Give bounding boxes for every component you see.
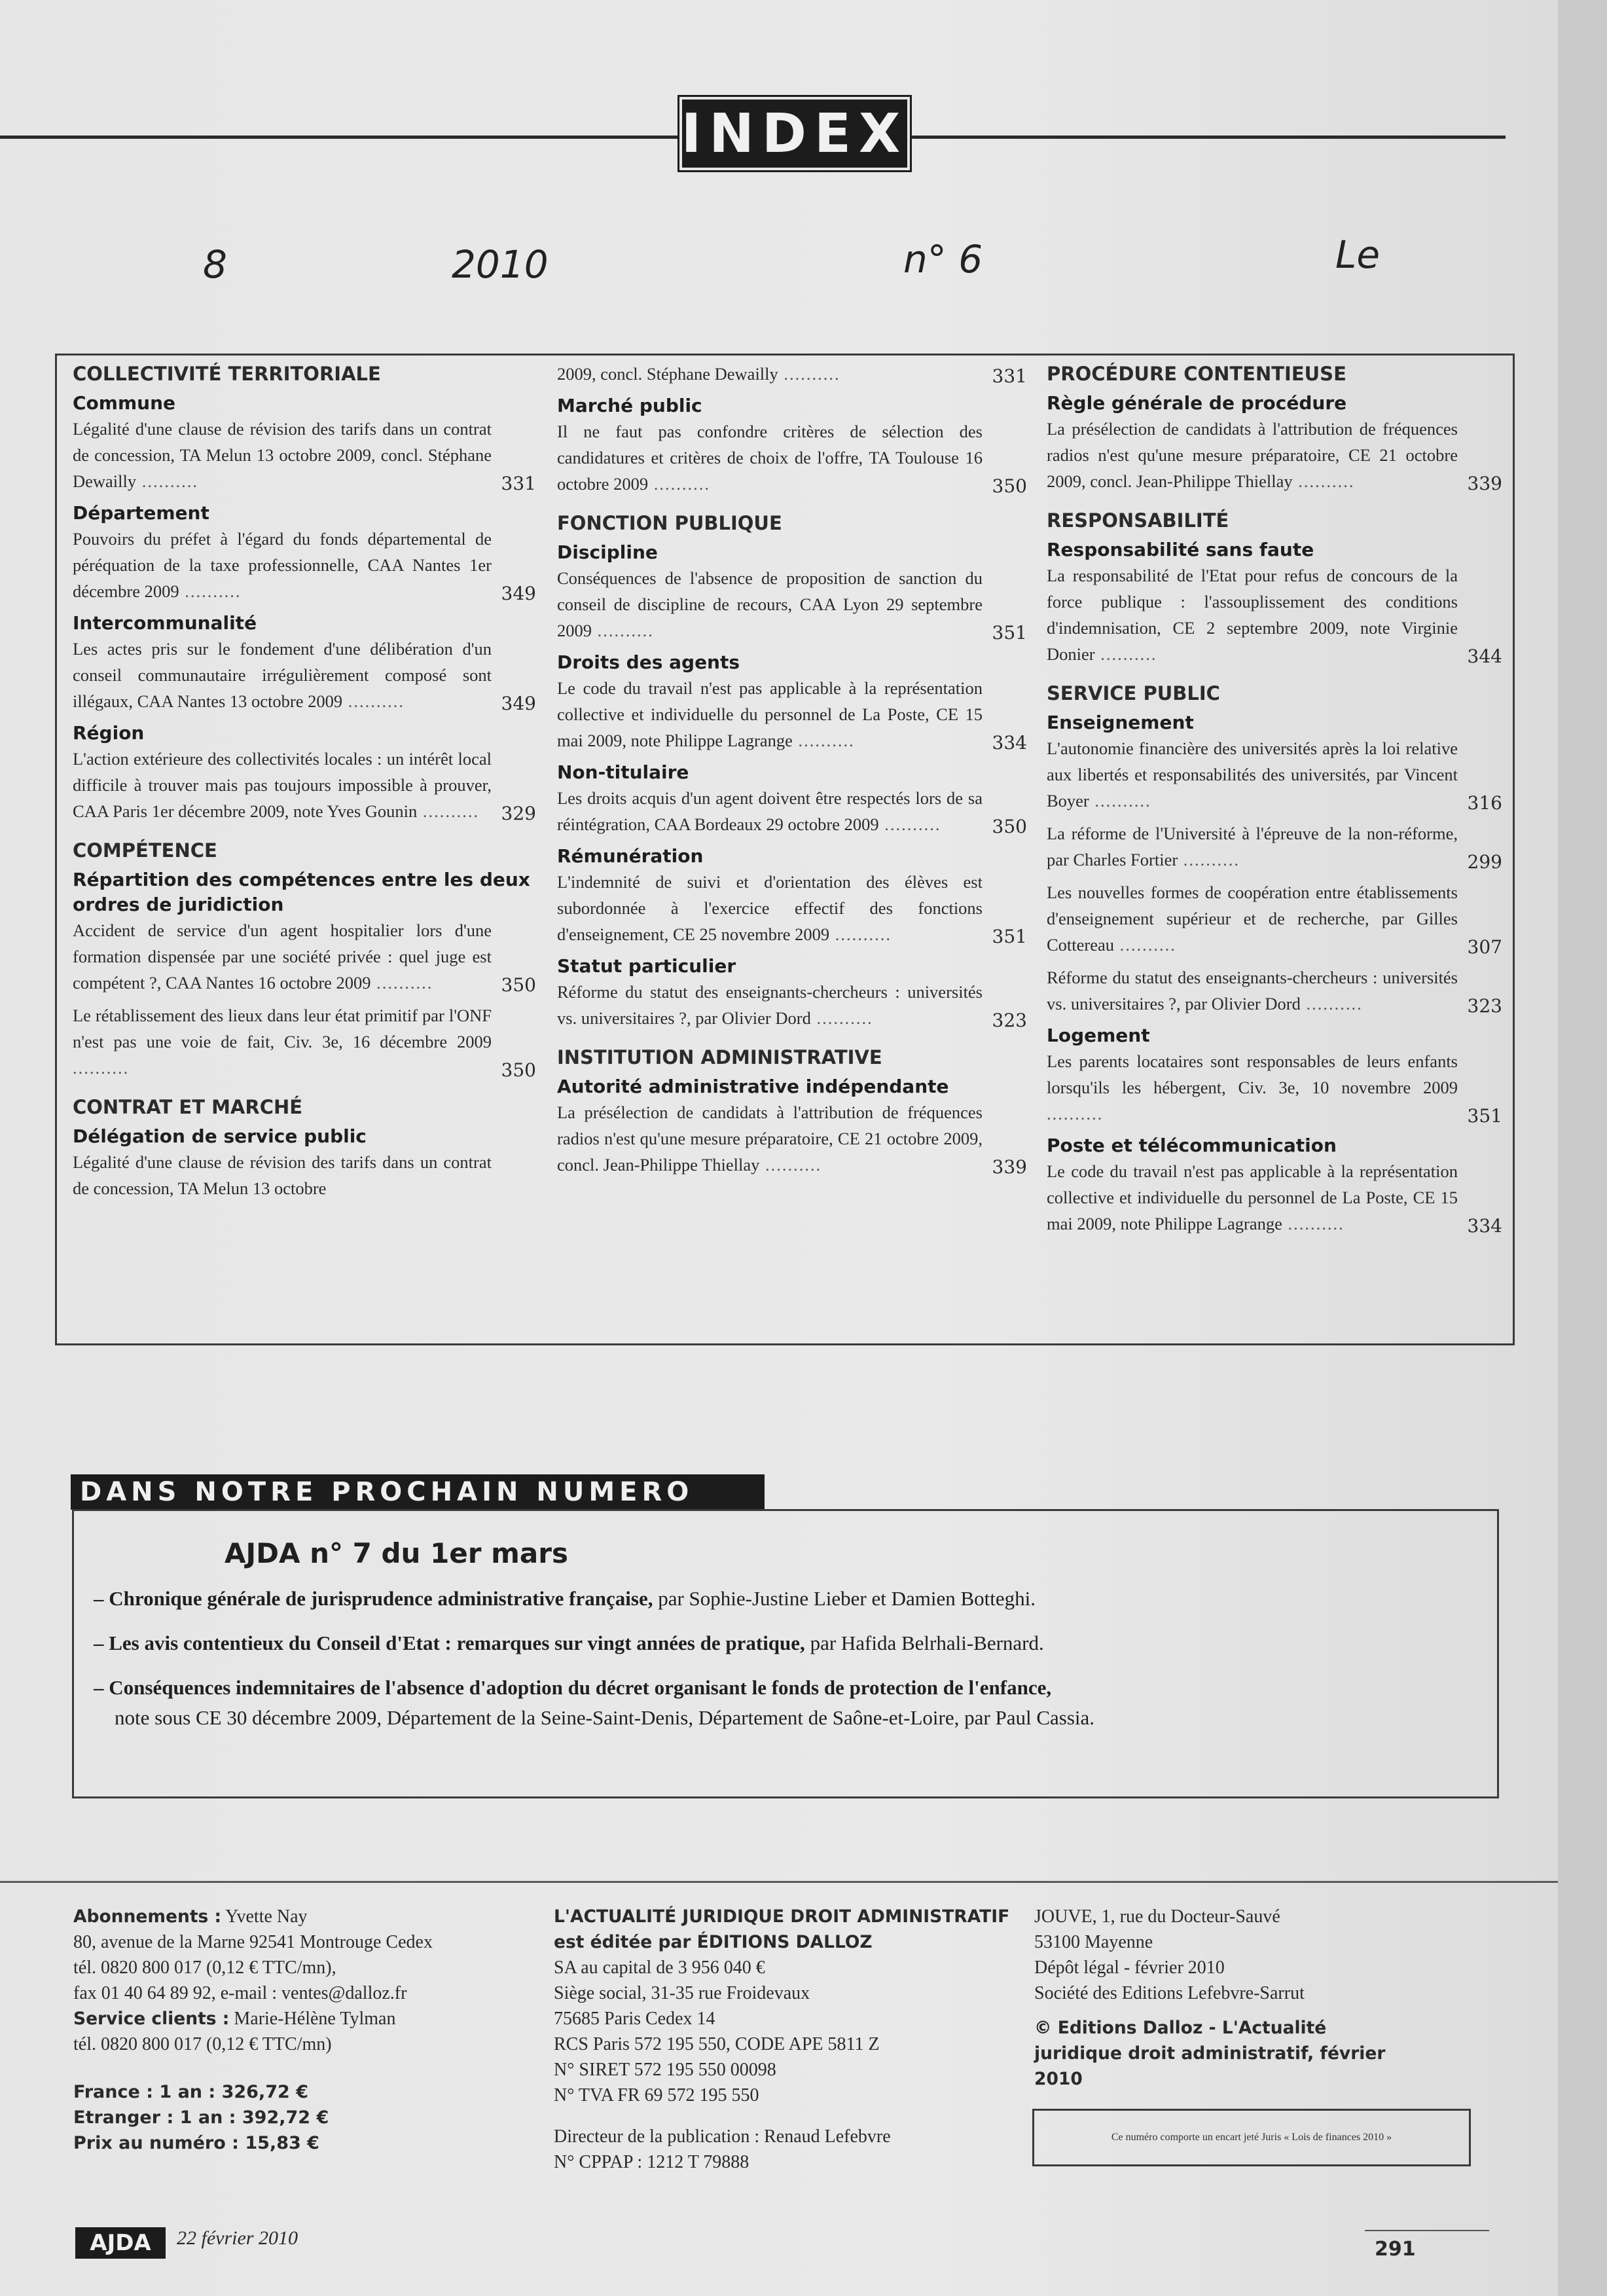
index-entry-page: 323	[1467, 995, 1502, 1017]
index-subcategory: Région	[73, 722, 145, 744]
index-entry	[73, 416, 539, 494]
handwritten-note-2: 2010	[452, 242, 549, 287]
leader-dots: ..........	[136, 471, 199, 491]
index-entry-text: Accident de service d'un agent hospitalier lors d'une formation dispensée par une société privée : quel juge est compétent ?, CAA Nantes 16 octobre 2009	[73, 920, 492, 993]
footer-rule	[0, 1881, 1558, 1883]
next-issue-box	[72, 1509, 1499, 1798]
leader-dots: ..........	[1114, 935, 1176, 955]
index-entry-text: Les nouvelles formes de coopération entre établissements d'enseignement supérieur et de recherche, par Gilles Cottereau	[1047, 883, 1458, 955]
index-entry-text: La présélection de candidats à l'attribution de fréquences radios n'est qu'une mesure préparatoire, CE 21 octobre 2009, concl. Jean-Philippe Thiellay	[1047, 419, 1458, 491]
index-entry-text: La réforme de l'Université à l'épreuve de la non-réforme, par Charles Fortier	[1047, 824, 1458, 869]
leader-dots: ..........	[1089, 791, 1151, 811]
leader-dots: ..........	[829, 924, 892, 944]
index-entry-text: Conséquences de l'absence de proposition de sanction du conseil de discipline de recours, CAA Lyon 29 septembre 2009	[557, 568, 983, 640]
index-subcategory: Délégation de service public	[73, 1125, 367, 1147]
index-category: COLLECTIVITÉ TERRITORIALE	[73, 363, 381, 385]
index-entry-page: 334	[1467, 1215, 1502, 1237]
handwritten-note-4: Le	[1335, 232, 1380, 277]
leader-dots: ..........	[1300, 994, 1363, 1013]
leader-dots: ..........	[778, 364, 840, 384]
index-entry	[1047, 1048, 1505, 1127]
leader-dots: ..........	[1178, 850, 1240, 869]
index-entry-page: 339	[992, 1156, 1027, 1178]
next-issue-item: – Conséquences indemnitaires de l'absence d'adoption du décret organisant le fonds de protection de l'enfance, note sous CE 30 décembre 2009, Département de la Seine-Saint-Denis, Département de Saône-et-Loire, par Paul Cassia.	[94, 1676, 1095, 1729]
index-entry	[557, 675, 1030, 754]
index-subcategory: Logement	[1047, 1025, 1150, 1046]
index-entry-text: Les actes pris sur le fondement d'une délibération d'un conseil communautaire irrégulièrement composé sont illégaux, CAA Nantes 13 octobre 2009	[73, 639, 492, 711]
index-entry-text: Réforme du statut des enseignants-chercheurs : universités vs. universitaires ?, par Olivier Dord	[1047, 968, 1458, 1013]
leader-dots: ..........	[759, 1155, 822, 1175]
index-column-2	[557, 361, 1030, 1184]
index-category: PROCÉDURE CONTENTIEUSE	[1047, 363, 1346, 385]
index-entry	[1047, 1158, 1505, 1237]
index-category: COMPÉTENCE	[73, 839, 217, 862]
leader-dots: ..........	[417, 801, 480, 821]
leader-dots: ..........	[179, 581, 242, 601]
leader-dots: ..........	[370, 973, 433, 993]
index-entry-page: 339	[1467, 473, 1502, 494]
index-entry-page: 329	[501, 803, 536, 824]
index-entry-page: 344	[1467, 646, 1502, 667]
index-entry-text: La présélection de candidats à l'attribution de fréquences radios n'est qu'une mesure préparatoire, CE 21 octobre 2009, concl. Jean-Philippe Thiellay	[557, 1102, 983, 1175]
index-entry-text: Le code du travail n'est pas applicable à la représentation collective et individuelle du personnel de La Poste, CE 15 mai 2009, note Philippe Lagrange	[1047, 1161, 1458, 1233]
handwritten-note-3: n° 6	[903, 237, 983, 282]
index-entry	[557, 869, 1030, 947]
ajda-logo: AJDA	[75, 2227, 166, 2259]
index-entry	[73, 526, 539, 604]
index-entry	[557, 785, 1030, 837]
next-issue-item: – Chronique générale de jurisprudence administrative française, par Sophie-Justine Lieber et Damien Botteghi.	[94, 1587, 1036, 1610]
index-subcategory: Intercommunalité	[73, 612, 257, 634]
index-category: FONCTION PUBLIQUE	[557, 512, 782, 534]
handwritten-note-1: 8	[203, 242, 227, 287]
index-subcategory: Enseignement	[1047, 712, 1194, 733]
index-entry-page: 316	[1467, 792, 1502, 814]
footer-subscriptions: Abonnements : Yvette Nay 80, avenue de la Marne 92541 Montrouge Cedex tél. 0820 800 017 (0,12 € TTC/mn), fax 01 40 64 89 92, e-mail : ventes@dalloz.fr Service clients : Marie-Hélène Tylman tél. 0820 800 017 (0,12 € TTC/mn) France : 1 an : 326,72 € Etranger : 1 an : 392,72 € Prix au numéro : 15,83 €	[73, 1904, 545, 2156]
next-issue-title: AJDA n° 7 du 1er mars	[225, 1537, 568, 1569]
leader-dots: ..........	[810, 1008, 873, 1028]
index-entry-text: L'autonomie financière des universités après la loi relative aux libertés et responsabilités des universités, par Vincent Boyer	[1047, 738, 1458, 811]
leader-dots: ..........	[878, 814, 941, 834]
index-entry-page: 334	[992, 732, 1027, 754]
index-entry	[73, 636, 539, 714]
leader-dots: ..........	[342, 691, 405, 711]
index-entry	[557, 361, 1030, 387]
index-entry	[1047, 416, 1505, 494]
index-subcategory: Droits des agents	[557, 651, 740, 673]
leader-dots: ..........	[73, 1058, 130, 1078]
index-entry-page: 351	[992, 622, 1027, 644]
index-entry	[557, 979, 1030, 1031]
leader-dots: ..........	[592, 621, 654, 640]
leader-dots: ..........	[1282, 1214, 1345, 1233]
index-subcategory: Commune	[73, 392, 175, 414]
index-column-3	[1047, 361, 1505, 1243]
index-entry	[73, 746, 539, 824]
index-entry-page: 323	[992, 1010, 1027, 1031]
index-entry	[1047, 879, 1505, 958]
index-subcategory: Responsabilité sans faute	[1047, 539, 1314, 560]
page-number-rule	[1365, 2230, 1489, 2231]
index-entry-text: L'indemnité de suivi et d'orientation des élèves est subordonnée à l'exercice effectif des fonctions d'enseignement, CE 25 novembre 2009	[557, 872, 983, 944]
index-subcategory: Non-titulaire	[557, 761, 689, 783]
footer-publisher: L'ACTUALITÉ JURIDIQUE DROIT ADMINISTRATIF est éditée par ÉDITIONS DALLOZ SA au capital de 3 956 040 € Siège social, 31-35 rue Froidevaux 75685 Paris Cedex 14 RCS Paris 572 195 550, CODE APE 5811 Z N° SIRET 572 195 550 00098 N° TVA FR 69 572 195 550 Directeur de la publication : Renaud Lefebvre N° CPPAP : 1212 T 79888	[554, 1906, 1010, 2172]
insert-note: Ce numéro comporte un encart jeté Juris « Lois de finances 2010 »	[1032, 2109, 1471, 2166]
index-entry	[73, 917, 539, 996]
next-issue-label: DANS NOTRE PROCHAIN NUMERO	[71, 1474, 765, 1510]
index-category: RESPONSABILITÉ	[1047, 509, 1229, 532]
index-entry-text: Pouvoirs du préfet à l'égard du fonds départemental de péréquation de la taxe professionnelle, CAA Nantes 1er décembre 2009	[73, 529, 492, 601]
index-entry	[1047, 735, 1505, 814]
index-subcategory: Rémunération	[557, 845, 704, 867]
index-entry-page: 351	[1467, 1105, 1502, 1127]
index-entry-text: Réforme du statut des enseignants-chercheurs : universités vs. universitaires ?, par Olivier Dord	[557, 982, 983, 1028]
index-subcategory: Statut particulier	[557, 955, 736, 977]
index-entry	[557, 565, 1030, 644]
index-entry-page: 331	[501, 473, 536, 494]
index-column-1	[73, 361, 539, 1208]
page-number: 291	[1375, 2238, 1416, 2261]
index-entry	[1047, 562, 1505, 667]
index-entry-page: 351	[992, 926, 1027, 947]
index-category: INSTITUTION ADMINISTRATIVE	[557, 1046, 882, 1068]
index-title: INDEX	[679, 97, 910, 170]
index-subcategory: Discipline	[557, 541, 658, 563]
index-entry-text: Il ne faut pas confondre critères de sélection des candidatures et critères de choix de l'offre, TA Toulouse 16 octobre 2009	[557, 422, 983, 494]
footer-printer: JOUVE, 1, rue du Docteur-Sauvé 53100 Mayenne Dépôt légal - février 2010 Société des Editions Lefebvre-Sarrut © Editions Dalloz - L'Actualité juridique droit administratif, février 2010	[1034, 1904, 1506, 2092]
index-entry-text: L'action extérieure des collectivités locales : un intérêt local difficile à trouver mais pas toujours impossible à prouver, CAA Paris 1er décembre 2009, note Yves Gounin	[73, 749, 492, 821]
index-category: SERVICE PUBLIC	[1047, 682, 1220, 704]
index-category: CONTRAT ET MARCHÉ	[73, 1096, 303, 1118]
leader-dots: ..........	[648, 474, 710, 494]
index-entry-text: 2009, concl. Stéphane Dewailly	[557, 364, 778, 384]
index-entry-page: 307	[1467, 936, 1502, 958]
index-subcategory: Autorité administrative indépendante	[557, 1076, 949, 1097]
index-subcategory: Département	[73, 502, 209, 524]
next-issue-item: – Les avis contentieux du Conseil d'Etat : remarques sur vingt années de pratique, par Hafida Belrhali-Bernard.	[94, 1631, 1044, 1654]
index-entry-page: 299	[1467, 851, 1502, 873]
footer-prices: France : 1 an : 326,72 € Etranger : 1 an : 392,72 € Prix au numéro : 15,83 €	[73, 2082, 329, 2153]
index-entry-page: 331	[992, 365, 1027, 387]
index-entry	[1047, 820, 1505, 873]
index-entry-text: Le code du travail n'est pas applicable à la représentation collective et individuelle du personnel de La Poste, CE 15 mai 2009, note Philippe Lagrange	[557, 678, 983, 750]
index-subcategory: Marché public	[557, 395, 702, 416]
leader-dots: ..........	[1292, 471, 1355, 491]
index-entry-page: 349	[501, 693, 536, 714]
index-entry	[73, 1149, 539, 1201]
page-edge	[1558, 0, 1607, 2296]
index-entry-text: Légalité d'une clause de révision des tarifs dans un contrat de concession, TA Melun 13 octobre	[73, 1152, 492, 1198]
index-entry	[73, 1002, 539, 1081]
index-entry	[557, 1099, 1030, 1178]
leader-dots: ..........	[792, 731, 855, 750]
copyright: © Editions Dalloz - L'Actualité juridique droit administratif, février 2010	[1034, 2018, 1386, 2089]
index-entry-page: 349	[501, 583, 536, 604]
index-entry-text: Les parents locataires sont responsables de leurs enfants lorsqu'ils les hébergent, Civ. 3e, 10 novembre 2009	[1047, 1051, 1458, 1097]
index-entry-page: 350	[501, 974, 536, 996]
index-entry-page: 350	[501, 1059, 536, 1081]
index-entry-text: Légalité d'une clause de révision des tarifs dans un contrat de concession, TA Melun 13 octobre 2009, concl. Stéphane Dewailly	[73, 419, 492, 491]
leader-dots: ..........	[1047, 1104, 1104, 1123]
index-entry	[557, 418, 1030, 497]
index-subcategory: Règle générale de procédure	[1047, 392, 1347, 414]
index-entry-page: 350	[992, 475, 1027, 497]
index-entry-text: Les droits acquis d'un agent doivent être respectés lors de sa réintégration, CAA Bordeaux 29 octobre 2009	[557, 788, 983, 834]
leader-dots: ..........	[1094, 644, 1157, 664]
index-entry-text: Le rétablissement des lieux dans leur état primitif par l'ONF n'est pas une voie de fait, Civ. 3e, 16 décembre 2009	[73, 1006, 492, 1051]
index-entry-text: La responsabilité de l'Etat pour refus de concours de la force publique : l'assouplissement des conditions d'indemnisation, CE 2 septembre 2009, note Virginie Donier	[1047, 566, 1458, 664]
index-entry	[1047, 964, 1505, 1017]
index-subcategory: Répartition des compétences entre les deux ordres de juridiction	[73, 869, 530, 915]
issue-date: 22 février 2010	[177, 2227, 298, 2249]
index-subcategory: Poste et télécommunication	[1047, 1135, 1337, 1156]
index-frame	[55, 354, 1515, 1345]
index-entry-page: 350	[992, 816, 1027, 837]
